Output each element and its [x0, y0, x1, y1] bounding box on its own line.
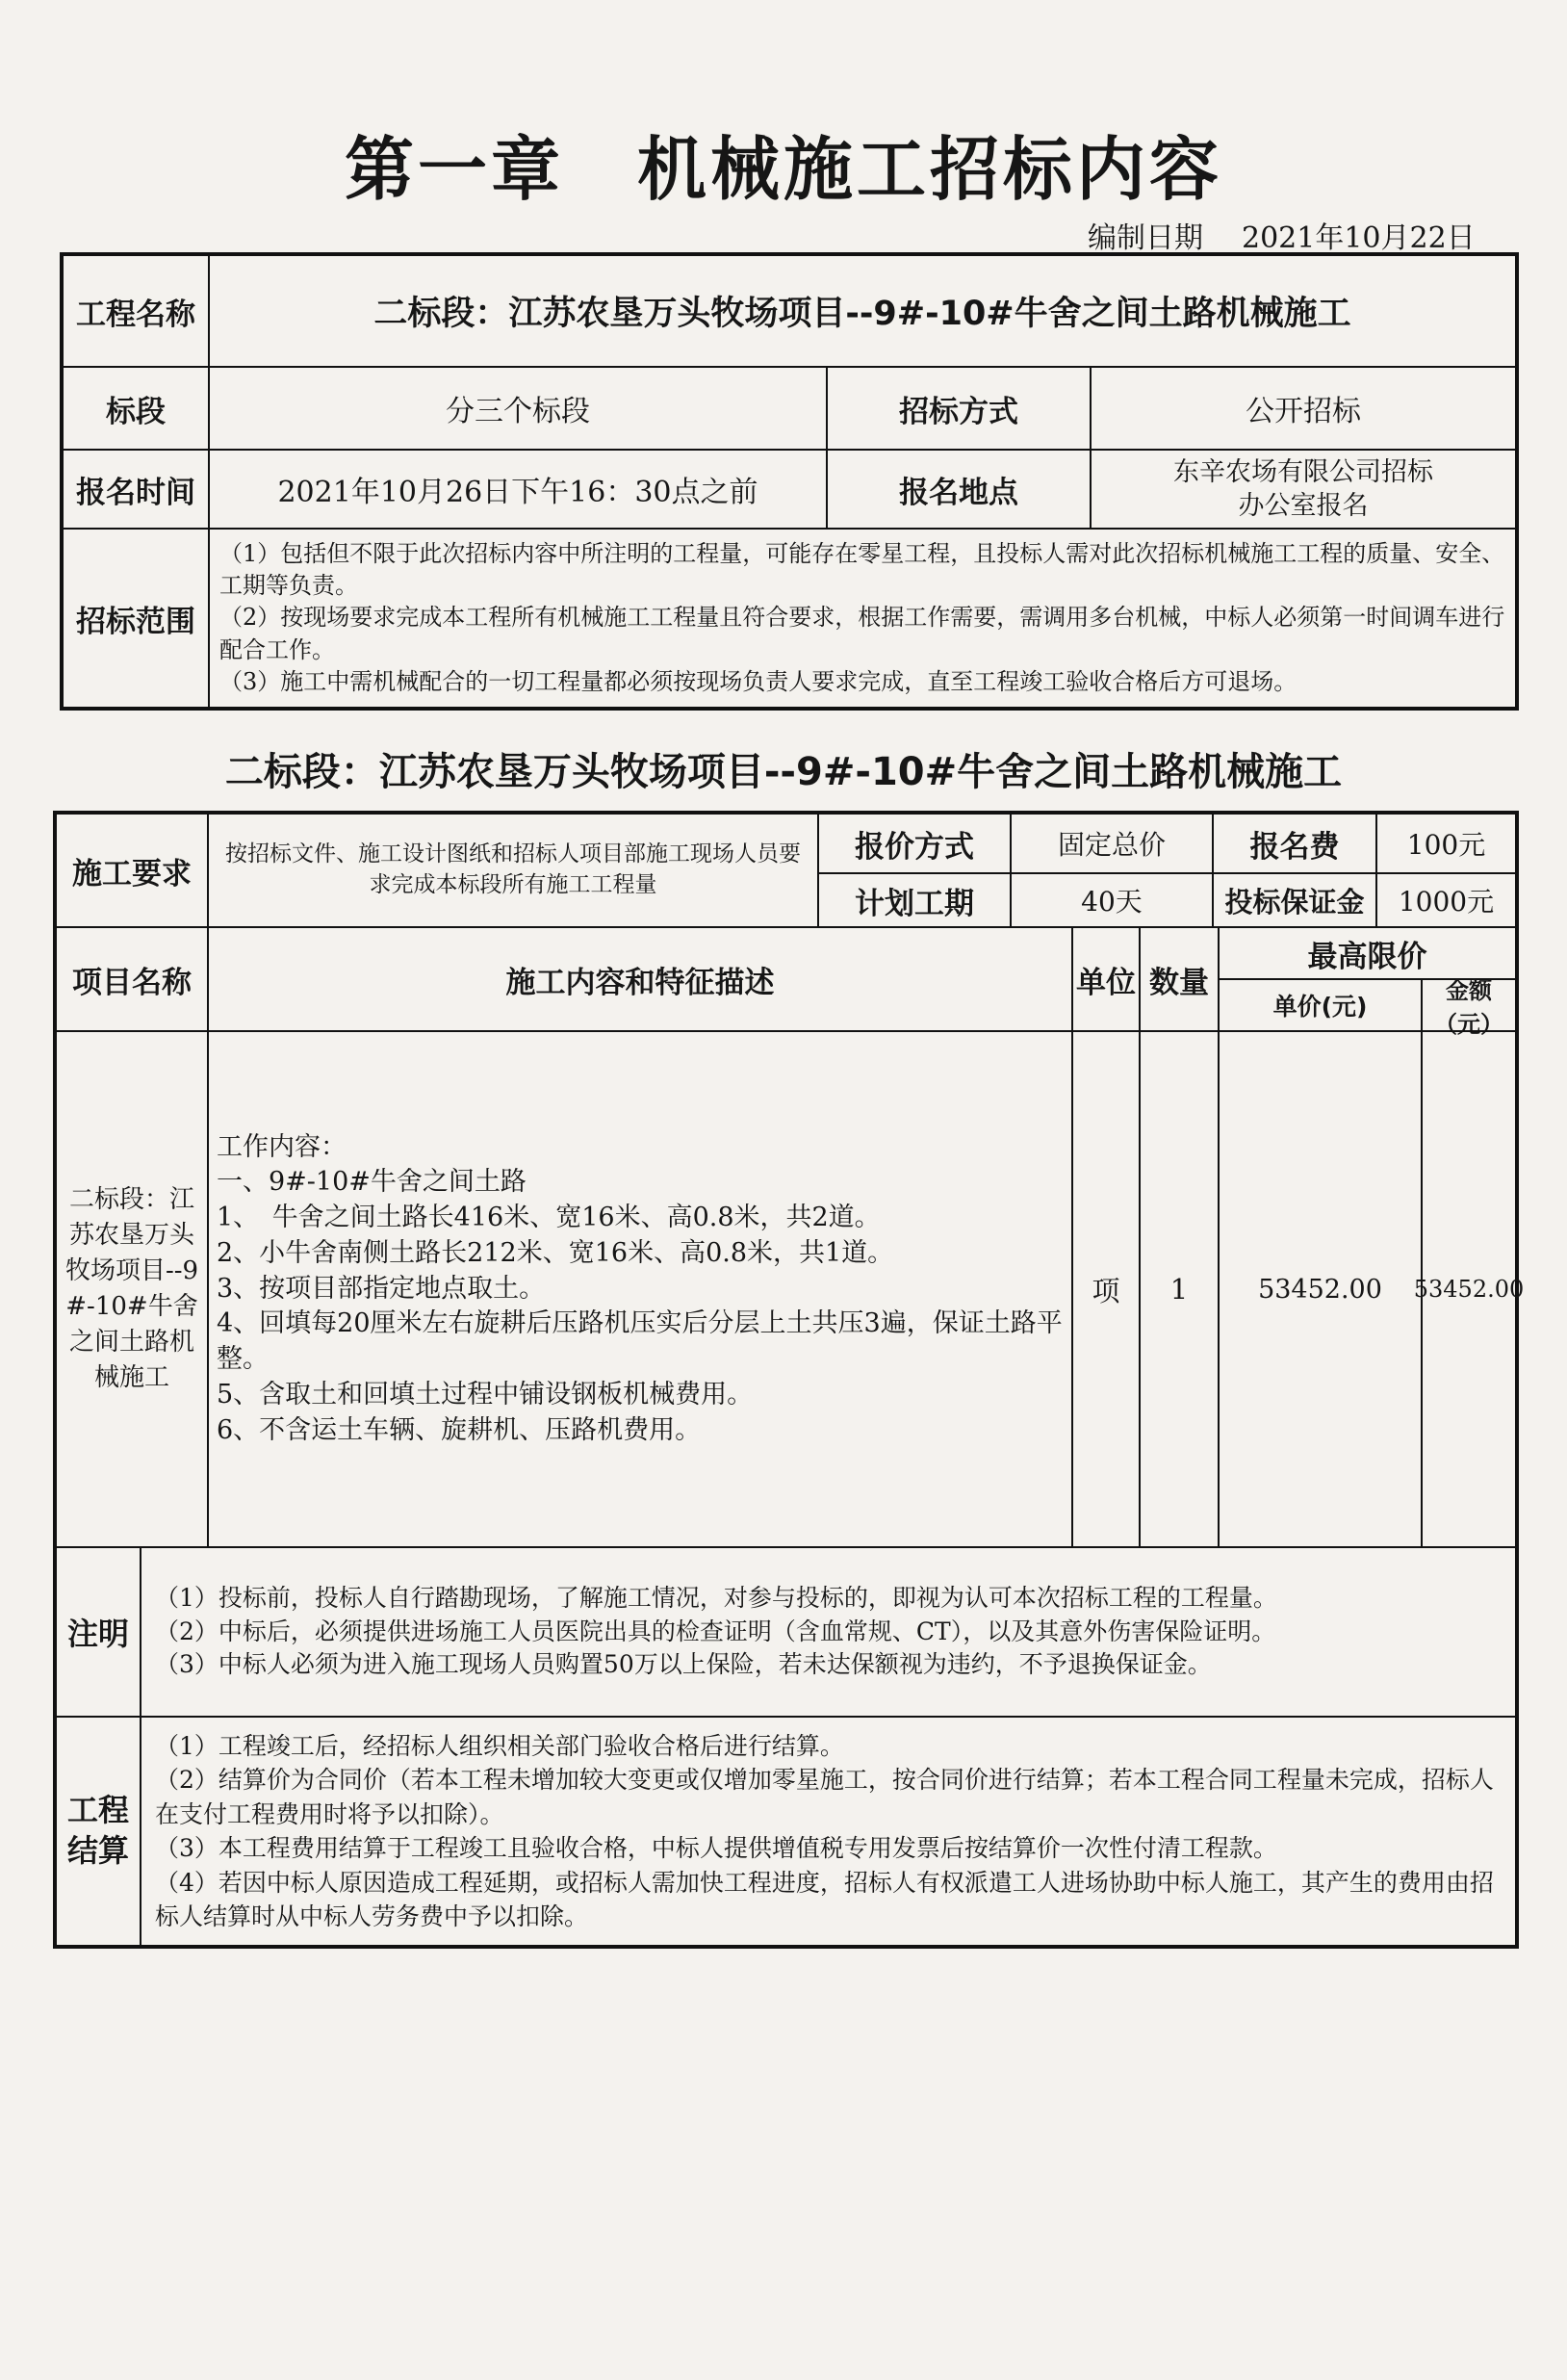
reg-place-label: 报名地点 [826, 449, 1090, 528]
detail-table [53, 811, 1525, 1949]
compile-date [1088, 214, 1476, 256]
date-value: 2021年10月22日 [1242, 221, 1476, 255]
header-project-name: 项目名称 [57, 926, 207, 1030]
reg-time-label: 报名时间 [64, 449, 208, 528]
settlement-text [140, 1716, 1515, 1945]
reg-fee-value: 100元 [1375, 815, 1515, 872]
item-amount: 53452.00 [1421, 1030, 1515, 1546]
scope-item: （1）包括但不限于此次招标内容中所注明的工程量，可能存在零星工程，且投标人需对此次招标机械施工工程的质量、安全、工期等负责。 [219, 540, 1505, 600]
period-value: 40天 [1010, 872, 1212, 926]
notes-label: 注明 [57, 1546, 140, 1716]
header-description: 施工内容和特征描述 [207, 926, 1071, 1030]
settlement-label [57, 1716, 140, 1945]
settlement-label-line1: 工程 [66, 1792, 129, 1829]
item-project-name: 二标段：江苏农垦万头牧场项目--9#-10#牛舍之间土路机械施工 [57, 1030, 207, 1546]
notes-text [140, 1546, 1515, 1716]
section-value: 分三个标段 [208, 366, 826, 449]
quote-method-value: 固定总价 [1010, 815, 1212, 872]
reg-time-value: 2021年10月26日下午16：30点之前 [208, 449, 826, 528]
desc-line: 4、回填每20厘米左右旋耕后压路机压实后分层上土共压3遍，保证土路平整。 [217, 1308, 1063, 1375]
settlement-item: （1）工程竣工后，经招标人组织相关部门验收合格后进行结算。 [155, 1731, 844, 1760]
reg-place-value [1090, 449, 1515, 528]
note-item: （1）投标前，投标人自行踏勘现场，了解施工情况，对参与投标的，即视为认可本次招标工程的工程量。 [155, 1584, 1277, 1613]
note-item: （3）中标人必须为进入施工现场人员购置50万以上保险，若未达保额视为违约，不予退换保证金。 [155, 1650, 1212, 1679]
desc-line: 一、9#-10#牛舍之间土路 [217, 1167, 527, 1198]
reg-fee-label: 报名费 [1212, 815, 1375, 872]
desc-line: 6、不含运土车辆、旋耕机、压路机费用。 [217, 1414, 702, 1445]
scope-item: （2）按现场要求完成本工程所有机械施工工程量且符合要求，根据工作需要，需调用多台机械，中标人必须第一时间调车进行配合工作。 [219, 604, 1505, 663]
method-value: 公开招标 [1090, 366, 1515, 449]
item-quantity: 1 [1139, 1030, 1218, 1546]
deposit-label: 投标保证金 [1212, 872, 1375, 926]
item-unit-price: 53452.00 [1218, 1030, 1421, 1546]
requirements-label: 施工要求 [72, 856, 192, 892]
project-name-label: 工程名称 [76, 297, 195, 332]
header-unit-price: 单价(元) [1218, 978, 1421, 1030]
date-label: 编制日期 [1088, 221, 1203, 255]
settlement-label-line2: 结算 [66, 1832, 129, 1869]
settlement-item: （4）若因中标人原因造成工程延期，或招标人需加快工程进度，招标人有权派遣工人进场协助中标人施工，其产生的费用由招标人结算时从中标人劳务费中予以扣除。 [155, 1868, 1494, 1930]
item-unit: 项 [1071, 1030, 1139, 1546]
project-name-value: 二标段：江苏农垦万头牧场项目--9#-10#牛舍之间土路机械施工 [208, 256, 1515, 366]
item-description [207, 1030, 1071, 1546]
header-unit: 单位 [1071, 926, 1139, 1030]
settlement-item: （3）本工程费用结算于工程竣工且验收合格，中标人提供增值税专用发票后按结算价一次性付清工程款。 [155, 1834, 1277, 1862]
section-label: 标段 [64, 366, 208, 449]
page-title: 第一章 机械施工招标内容 [344, 129, 1222, 210]
note-item: （2）中标后，必须提供进场施工人员医院出具的检查证明（含血常规、CT），以及其意外伤害保险证明。 [155, 1617, 1276, 1645]
scope-label: 招标范围 [64, 528, 208, 707]
summary-table [60, 252, 1519, 711]
settlement-item: （2）结算价为合同价（若本工程未增加较大变更或仅增加零星施工，按合同价进行结算；若本工程合同工程量未完成，招标人在支付工程费用时将予以扣除）。 [155, 1766, 1494, 1828]
method-label: 招标方式 [826, 366, 1090, 449]
reg-place-line1: 东辛农场有限公司招标 [1173, 456, 1433, 487]
period-label: 计划工期 [817, 872, 1010, 926]
scope-text [208, 528, 1515, 707]
desc-line: 1、 牛舍之间土路长416米、宽16米、高0.8米，共2道。 [217, 1203, 881, 1233]
desc-line: 2、小牛舍南侧土路长212米、宽16米、高0.8米，共1道。 [217, 1237, 894, 1268]
scope-item: （3）施工中需机械配合的一切工程量都必须按现场负责人要求完成，直至工程竣工验收合格后方可退场。 [219, 667, 1297, 695]
desc-line: 3、按项目部指定地点取土。 [217, 1273, 546, 1304]
header-quantity: 数量 [1139, 926, 1218, 1030]
reg-place-line2: 办公室报名 [1238, 491, 1369, 521]
desc-line: 5、含取土和回填土过程中铺设钢板机械费用。 [217, 1379, 754, 1410]
desc-line: 工作内容： [217, 1131, 347, 1162]
header-price-limit: 最高限价 [1218, 926, 1515, 978]
requirements-value: 按招标文件、施工设计图纸和招标人项目部施工现场人员要求完成本标段所有施工工程量 [207, 815, 817, 926]
header-amount: 金额（元） [1421, 978, 1515, 1030]
section-heading: 二标段：江苏农垦万头牧场项目--9#-10#牛舍之间土路机械施工 [224, 750, 1343, 794]
quote-method-label: 报价方式 [817, 815, 1010, 872]
deposit-value: 1000元 [1375, 872, 1515, 926]
